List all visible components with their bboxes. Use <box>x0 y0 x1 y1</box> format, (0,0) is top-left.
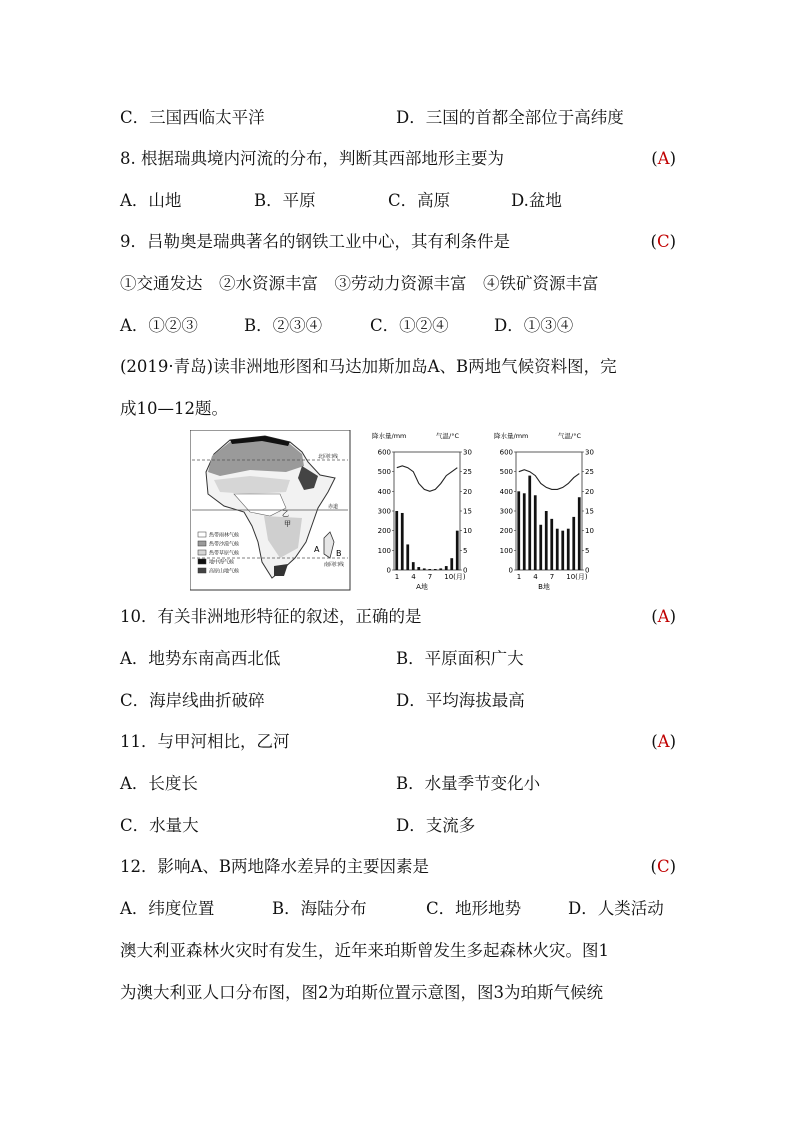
chart-b-precip-label: 降水量/mm <box>494 432 529 440</box>
chart-a-bar-1 <box>395 511 398 570</box>
chart-a-bar-6 <box>423 568 426 570</box>
chart-b-temp-label: 气温/°C <box>558 432 581 440</box>
chart-a-bar-10 <box>445 566 448 570</box>
chart-a-caption: A地 <box>416 583 428 591</box>
chart-a-y2tick-label: 15 <box>463 507 472 516</box>
chart-a-y2tick-label: 25 <box>463 468 472 477</box>
q8-stem: 8. 根据瑞典境内河流的分布，判断其西部地形主要为 <box>120 149 504 168</box>
q11-answer: (A) <box>651 732 676 751</box>
chart-b-ytick-label: 400 <box>499 487 513 496</box>
chart-a-y2tick-label: 30 <box>463 448 472 457</box>
chart-a-bar-12 <box>456 531 459 570</box>
q11-options-row2 <box>120 814 676 838</box>
q10-options-row2 <box>120 689 676 713</box>
q10-option-d: D．平均海拔最高 <box>396 691 525 710</box>
q11-option-d: D．支流多 <box>396 816 476 835</box>
chart-b-y2tick-label: 15 <box>585 507 594 516</box>
q8-option-a: A．山地 <box>120 191 182 210</box>
legend-label-savanna: 热带草原气候 <box>209 550 240 557</box>
chart-b-ytick-label: 0 <box>508 566 513 575</box>
chart-a-ytick-label: 400 <box>377 487 391 496</box>
chart-a-xtick-label: 1 <box>394 573 400 581</box>
map-label-a: A <box>314 545 320 554</box>
chart-b-y2tick-label: 30 <box>585 448 594 457</box>
chart-b-y2tick-label: 5 <box>585 546 590 555</box>
legend-swatch-savanna <box>198 550 206 555</box>
q11-stem-row <box>120 730 676 754</box>
q7-option-row <box>120 106 676 130</box>
chart-b-temp-line <box>519 470 580 490</box>
chart-b-ytick-label: 200 <box>499 527 513 536</box>
chart-b-caption: B地 <box>538 583 550 591</box>
intro1-line2: 成10—12题。 <box>120 399 228 418</box>
q10-option-a: A．地势东南高西北低 <box>120 649 281 668</box>
climate-chart-a <box>372 431 472 591</box>
figure-africa-climate <box>190 430 610 600</box>
q12-stem-row <box>120 855 676 879</box>
chart-b-y2tick-label: 0 <box>585 566 590 575</box>
chart-b-bar-6 <box>545 511 548 570</box>
chart-a-y2tick-label: 20 <box>463 487 472 496</box>
legend-label-desert: 热带沙漠气候 <box>209 541 240 548</box>
chart-b-ytick-label: 500 <box>499 468 513 477</box>
chart-b-bar-5 <box>539 525 542 570</box>
q12-stem: 12．影响A、B两地降水差异的主要因素是 <box>120 857 430 876</box>
chart-a-bar-5 <box>417 567 420 570</box>
chart-b-bar-1 <box>517 491 520 570</box>
chart-a-y2tick-label: 0 <box>463 566 468 575</box>
chart-a-ytick-label: 0 <box>386 566 391 575</box>
q10-option-b: B．平原面积广大 <box>396 649 524 668</box>
chart-a-temp-line <box>397 466 458 492</box>
chart-a-bar-9 <box>439 568 442 570</box>
chart-a-bar-3 <box>406 544 409 570</box>
chart-b-ytick-label: 100 <box>499 546 513 555</box>
chart-a-temp-label: 气温/°C <box>436 432 459 440</box>
q12-option-d: D．人类活动 <box>568 899 664 918</box>
chart-b-y2tick-label: 25 <box>585 468 594 477</box>
legend-swatch-desert <box>198 541 206 546</box>
q12-option-b: B．海陆分布 <box>272 899 367 918</box>
chart-a-ytick-label: 500 <box>377 468 391 477</box>
climate-chart-b <box>494 431 594 591</box>
q11-option-c: C．水量大 <box>120 816 199 835</box>
chart-b-ytick-label: 600 <box>499 448 513 457</box>
q7-option-d: D．三国的首都全部位于高纬度 <box>396 108 624 127</box>
q9-option-d: D．①③④ <box>494 316 574 335</box>
legend-swatch-highland <box>198 568 206 573</box>
chart-a-bar-7 <box>428 569 431 570</box>
q8-option-d: D.盆地 <box>511 191 562 210</box>
chart-b-xtick-label: 10(月) <box>566 573 588 581</box>
legend-swatch-mediterranean <box>198 559 206 564</box>
chart-a-bar-4 <box>412 562 415 570</box>
q9-option-b: B．②③④ <box>244 316 323 335</box>
q10-option-c: C．海岸线曲折破碎 <box>120 691 265 710</box>
chart-a-ytick-label: 300 <box>377 507 391 516</box>
chart-b-xtick-label: 7 <box>549 573 555 581</box>
chart-a-y2tick-label: 5 <box>463 546 468 555</box>
chart-a-y2tick-label: 10 <box>463 527 472 536</box>
chart-a-bar-11 <box>450 558 453 570</box>
chart-b-bar-10 <box>567 529 570 570</box>
q11-stem: 11．与甲河相比，乙河 <box>120 732 290 751</box>
chart-b-bar-9 <box>561 531 564 570</box>
chart-b-bar-2 <box>523 493 526 570</box>
q11-option-b: B．水量季节变化小 <box>396 774 541 793</box>
chart-b-xtick-label: 4 <box>533 573 538 581</box>
chart-b-bar-8 <box>556 529 559 570</box>
q8-option-b: B．平原 <box>254 191 316 210</box>
chart-a-plot-frame <box>394 452 460 570</box>
chart-a-xtick-label: 7 <box>427 573 433 581</box>
intro1-line1: (2019·青岛)读非洲地形图和马达加斯加岛A、B两地气候资料图，完 <box>120 357 617 376</box>
chart-a-xtick-label: 4 <box>411 573 416 581</box>
chart-b-bar-4 <box>534 495 537 570</box>
q10-answer: (A) <box>651 607 676 626</box>
q9-stem-row <box>120 230 676 254</box>
chart-b-bar-12 <box>578 497 581 570</box>
q10-stem: 10．有关非洲地形特征的叙述，正确的是 <box>120 607 422 626</box>
chart-b-ytick-label: 300 <box>499 507 513 516</box>
q9-answer: (C) <box>650 232 676 251</box>
q11-options-row1 <box>120 772 676 796</box>
map-label-equator: 赤道 <box>328 504 339 510</box>
chart-b-y2tick-label: 10 <box>585 527 594 536</box>
q10-options-row1 <box>120 647 676 671</box>
chart-a-ytick-label: 100 <box>377 546 391 555</box>
chart-a-precip-label: 降水量/mm <box>372 432 407 440</box>
intro2-line2: 为澳大利亚人口分布图，图2为珀斯位置示意图，图3为珀斯气候统 <box>120 983 603 1002</box>
chart-a-ytick-label: 600 <box>377 448 391 457</box>
chart-a-xtick-label: 10(月) <box>444 573 466 581</box>
q10-stem-row <box>120 605 676 629</box>
q8-stem-row <box>120 147 676 171</box>
q9-stem: 9．吕勒奥是瑞典著名的钢铁工业中心，其有利条件是 <box>120 232 510 251</box>
legend-label-highland: 高原山地气候 <box>209 568 240 575</box>
q7-option-c: C．三国西临太平洋 <box>120 108 265 127</box>
chart-b-bar-11 <box>572 517 575 570</box>
legend-label-rainforest: 热带雨林气候 <box>209 532 240 539</box>
q8-answer: (A) <box>651 149 676 168</box>
chart-b-y2tick-label: 20 <box>585 487 594 496</box>
figure-svg <box>190 430 610 600</box>
legend-label-mediterranean: 地中海气候 <box>209 559 235 566</box>
legend-swatch-rainforest <box>198 532 206 537</box>
chart-a-bar-2 <box>401 513 404 570</box>
map-label-yi: 乙 <box>282 510 289 518</box>
q12-option-c: C．地形地势 <box>426 899 522 918</box>
q12-option-a: A．纬度位置 <box>120 899 215 918</box>
intro2-line1: 澳大利亚森林火灾时有发生，近年来珀斯曾发生多起森林火灾。图1 <box>120 941 609 960</box>
map-label-b: B <box>336 549 342 558</box>
q9-conditions: ①交通发达 ②水资源丰富 ③劳动力资源丰富 ④铁矿资源丰富 <box>120 274 599 293</box>
chart-b-xtick-label: 1 <box>516 573 522 581</box>
q11-option-a: A．长度长 <box>120 774 198 793</box>
q9-option-c: C．①②④ <box>370 316 449 335</box>
map-label-tropic: 北回归线 <box>318 454 339 460</box>
map-label-tropic-south: 南回归线 <box>324 562 345 568</box>
q12-answer: (C) <box>650 857 676 876</box>
chart-a-bar-8 <box>434 569 437 570</box>
chart-a-ytick-label: 200 <box>377 527 391 536</box>
q9-option-a: A．①②③ <box>120 316 198 335</box>
chart-b-bar-7 <box>550 519 553 570</box>
chart-b-bar-3 <box>528 476 531 570</box>
q8-option-c: C．高原 <box>388 191 451 210</box>
map-label-jia: 甲 <box>284 520 291 528</box>
